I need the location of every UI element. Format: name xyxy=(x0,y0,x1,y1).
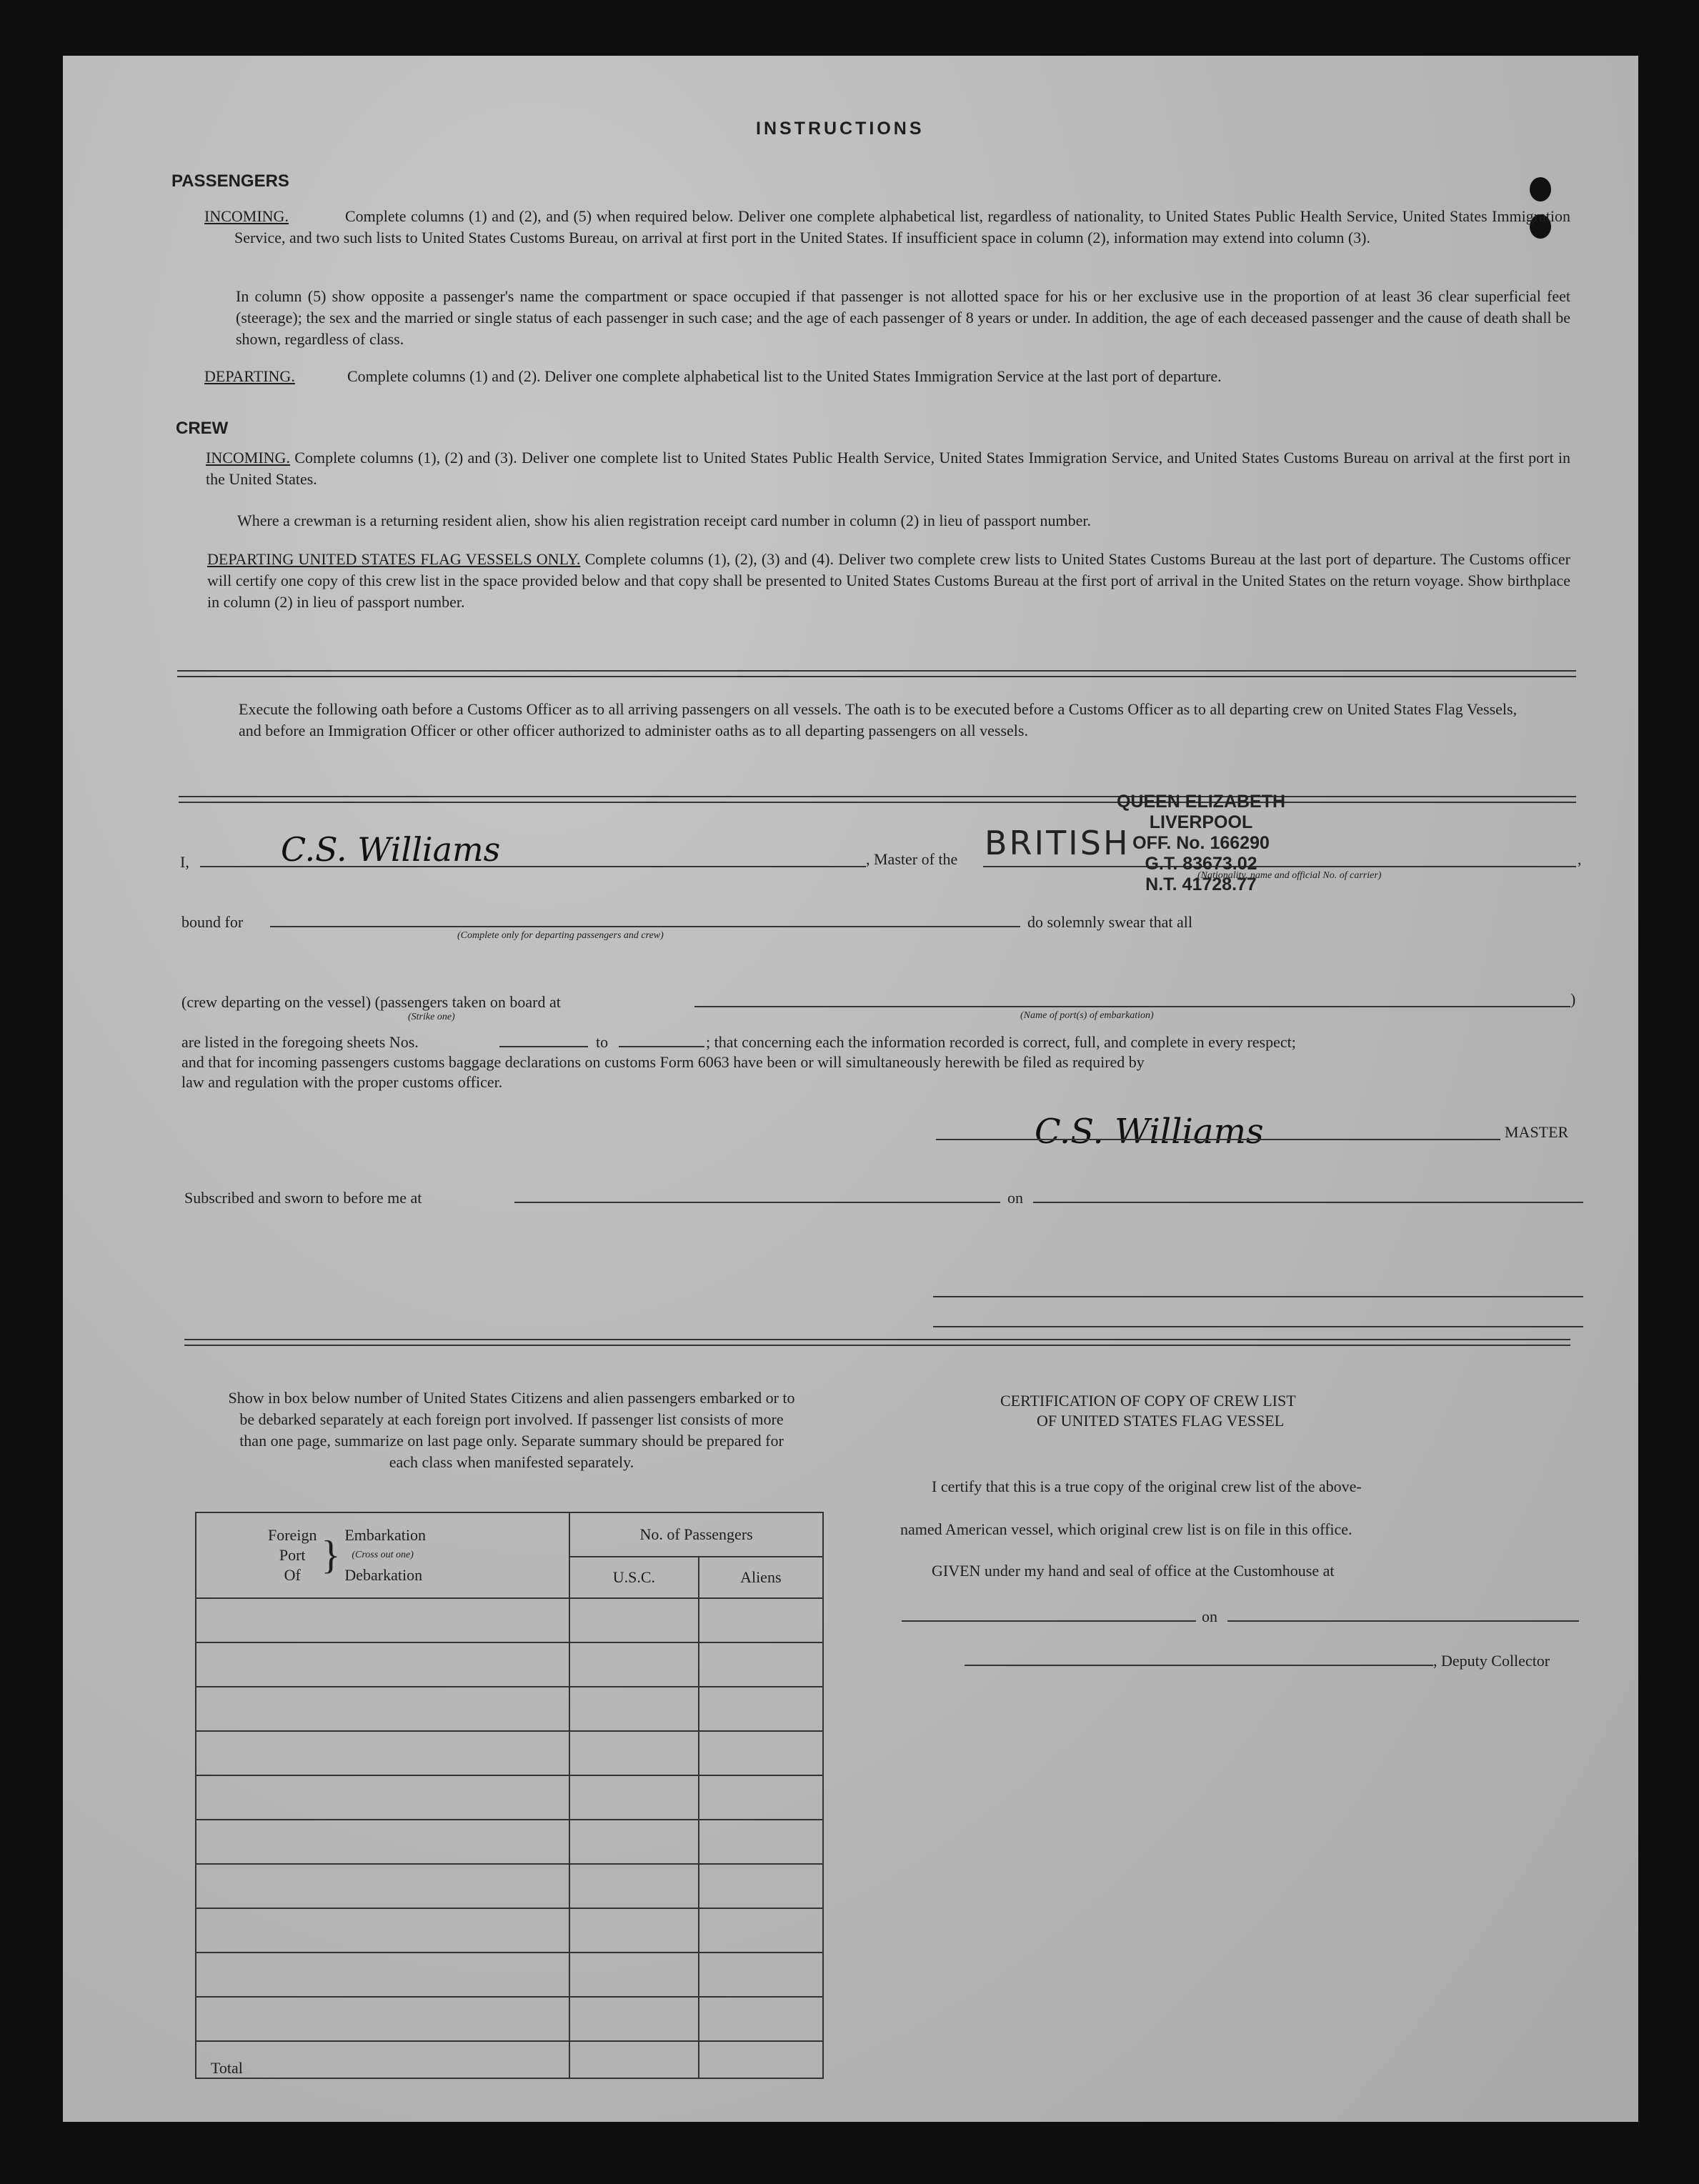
usc-cell[interactable] xyxy=(569,1820,698,1864)
nationality-handwritten: BRITISH xyxy=(985,824,1130,862)
usc-cell[interactable] xyxy=(569,1953,698,1997)
port-cell[interactable] xyxy=(196,1908,569,1953)
complete-only-caption: (Complete only for departing passengers and crew) xyxy=(457,930,664,941)
bound-for-label: bound for xyxy=(181,913,244,931)
officer-line-2 xyxy=(933,1326,1583,1327)
officer-line-1 xyxy=(933,1296,1583,1297)
deputy-collector-label: , Deputy Collector xyxy=(1433,1652,1550,1670)
table-row xyxy=(196,1908,823,1953)
aliens-cell[interactable] xyxy=(699,1997,823,2041)
brace: } xyxy=(321,1533,341,1577)
oath-intro: Execute the following oath before a Customs Officer as to all arriving passengers on all vessels. The oath is to be executed before a Customs Officer as to all departing crew on United States Flag Vessels, and before an Immigration Officer or other officer authorized to administer oaths as to all departing passengers on all vessels. xyxy=(239,700,1518,739)
stamp-line-port: LIVERPOOL xyxy=(1149,812,1253,832)
ports-line xyxy=(694,1006,1570,1007)
aliens-cell[interactable] xyxy=(699,1598,823,1642)
passengers-incoming-text xyxy=(234,206,1570,249)
crew-passengers-text: (crew departing on the vessel) (passengers taken on board at xyxy=(181,993,561,1011)
usc-cell[interactable] xyxy=(569,1908,698,1953)
port-cell[interactable] xyxy=(196,1864,569,1908)
table-row xyxy=(196,1598,823,1642)
stamp-line-net-tonnage: N.T. 41728.77 xyxy=(1145,874,1257,894)
certification-line-3: GIVEN under my hand and seal of office at the Customhouse at xyxy=(932,1562,1335,1580)
divider-3 xyxy=(184,1339,1570,1346)
divider-2 xyxy=(179,796,1576,803)
stamp-line-official-no: OFF. No. 166290 xyxy=(1132,833,1270,853)
signature-line-1 xyxy=(200,866,866,867)
total-aliens-cell[interactable] xyxy=(699,2041,823,2078)
master-signature-1: C.S. Williams xyxy=(281,830,501,869)
total-label-cell xyxy=(196,2041,569,2078)
passengers-column5-text: In column (5) show opposite a passenger's name the compartment or space occupied if that passenger is not allotted space for his or her exclusive use in the proportion of at least 36 clear superficial feet (steerage); the sex and the married or single status of each passenger in such case; and the age of each passenger of 8 years or under. In addition, the age of each deceased passenger and the cause of death shall be shown, regardless of class. xyxy=(236,287,1570,348)
col-foreign: Foreign xyxy=(268,1526,317,1544)
stamp-line-vessel: QUEEN ELIZABETH xyxy=(1116,792,1286,812)
subscribed-on: on xyxy=(1007,1189,1023,1207)
port-header xyxy=(196,1512,569,1598)
divider-1 xyxy=(177,670,1576,677)
table-row xyxy=(196,1775,823,1820)
certification-date-line xyxy=(1227,1620,1579,1622)
aliens-cell[interactable] xyxy=(699,1731,823,1775)
port-cell[interactable] xyxy=(196,1820,569,1864)
oath-i-label: I, xyxy=(180,853,189,871)
col-cross-out-one: (Cross out one) xyxy=(352,1550,414,1560)
port-cell[interactable] xyxy=(196,1997,569,2041)
table-row xyxy=(196,1731,823,1775)
crew-flag-text xyxy=(207,549,1570,613)
crew-flag-body: Complete columns (1), (2), (3) and (4). Deliver two complete crew lists to United States Customs Bureau at the last port of departure. The Customs officer will certify one copy of this crew list in the space provided below and that copy shall be presented to United States Customs Bureau at the first port of arrival in the United States on the return voyage. Show birthplace in column (2) in lieu of passport number. xyxy=(207,550,1570,611)
subscribed-date-line xyxy=(1033,1202,1583,1203)
port-cell[interactable] xyxy=(196,1598,569,1642)
sheets-prefix: are listed in the foregoing sheets Nos. xyxy=(181,1033,419,1051)
table-row xyxy=(196,1997,823,2041)
usc-cell[interactable] xyxy=(569,1598,698,1642)
aliens-cell[interactable] xyxy=(699,1642,823,1687)
certification-line-2: named American vessel, which original crew list is on file in this office. xyxy=(900,1520,1352,1538)
crew-resident-text: Where a crewman is a returning resident alien, show his alien registration receipt card number in column (2) in lieu of passport number. xyxy=(237,512,1091,529)
crew-flag-label: DEPARTING UNITED STATES FLAG VESSELS ONLY. xyxy=(207,550,581,568)
vessel-stamp xyxy=(1097,792,1305,895)
punch-hole-top xyxy=(1530,177,1551,201)
usc-cell[interactable] xyxy=(569,1687,698,1731)
bound-for-line xyxy=(270,926,1020,927)
deputy-collector-line xyxy=(965,1665,1433,1666)
crew-incoming-text xyxy=(206,447,1570,490)
total-label: Total xyxy=(211,2059,243,2077)
ports-caption: (Name of port(s) of embarkation) xyxy=(1020,1010,1154,1021)
master-signature-line xyxy=(936,1139,1500,1140)
passengers-departing-text: Complete columns (1) and (2). Deliver one complete alphabetical list to the United States Immigration Service at the last port of departure. xyxy=(347,367,1222,385)
usc-cell[interactable] xyxy=(569,1997,698,2041)
certification-title-1: CERTIFICATION OF COPY OF CREW LIST xyxy=(1000,1392,1296,1410)
table-row xyxy=(196,1687,823,1731)
instructions-title: INSTRUCTIONS xyxy=(756,119,925,139)
stamp-line-gross-tonnage: G.T. 83673.02 xyxy=(1145,854,1257,874)
total-row xyxy=(196,2041,823,2078)
passengers-incoming-body: Complete columns (1) and (2), and (5) when required below. Deliver one complete alphabetical list, regardless of nationality, to United States Public Health Service, United States Immigration Service, and two such lists to United States Customs Bureau, on arrival at first port in the United States. If insufficient space in column (2), information may extend into column (3). xyxy=(234,207,1570,246)
table-row xyxy=(196,1642,823,1687)
crew-heading: CREW xyxy=(176,419,229,438)
col-debarkation: Debarkation xyxy=(344,1566,423,1584)
certification-line-1: I certify that this is a true copy of the original crew list of the above- xyxy=(932,1477,1362,1495)
crew-incoming-label: INCOMING. xyxy=(206,449,290,467)
crew-incoming-body: Complete columns (1), (2) and (3). Deliver one complete list to United States Public Health Service, United States Immigration Service, and United States Customs Bureau on arrival at the first port in the United States. xyxy=(206,449,1571,488)
certification-on: on xyxy=(1202,1607,1217,1625)
col-no-passengers: No. of Passengers xyxy=(569,1512,823,1557)
summary-instructions: Show in box below number of United States Citizens and alien passengers embarked or to be debarked separately at each foreign port involved. If passenger list consists of more than one page, summarize on last page only. Separate summary should be prepared for each class when manifested separately. xyxy=(228,1389,795,1471)
aliens-cell[interactable] xyxy=(699,1864,823,1908)
aliens-cell[interactable] xyxy=(699,1687,823,1731)
customhouse-line xyxy=(902,1620,1196,1622)
total-usc-cell[interactable] xyxy=(569,2041,698,2078)
aliens-cell[interactable] xyxy=(699,1775,823,1820)
swear-text: do solemnly swear that all xyxy=(1027,913,1192,931)
passengers-heading: PASSENGERS xyxy=(171,171,289,191)
document-page xyxy=(63,56,1638,2122)
port-cell[interactable] xyxy=(196,1775,569,1820)
usc-cell[interactable] xyxy=(569,1775,698,1820)
sheets-to: to xyxy=(596,1033,609,1051)
usc-cell[interactable] xyxy=(569,1731,698,1775)
ports-close-paren: ) xyxy=(1570,990,1576,1008)
nationality-caption: (Nationality, name and official No. of carrier) xyxy=(1197,870,1382,881)
port-cell[interactable] xyxy=(196,1642,569,1687)
oath-line-2: and that for incoming passengers customs baggage declarations on customs Form 6063 have been or will simultaneously herewith be filed as required by xyxy=(181,1053,1145,1071)
sheets-suffix: ; that concerning each the information recorded is correct, full, and complete in every respect; xyxy=(706,1033,1296,1051)
passengers-departing-label: DEPARTING. xyxy=(204,367,295,385)
col-usc: U.S.C. xyxy=(569,1557,698,1598)
master-signature-2: C.S. Williams xyxy=(1035,1112,1264,1152)
subscribed-text: Subscribed and sworn to before me at xyxy=(184,1189,422,1207)
table-row xyxy=(196,1864,823,1908)
aliens-cell[interactable] xyxy=(699,1908,823,1953)
passenger-summary-table xyxy=(195,1512,824,2079)
aliens-cell[interactable] xyxy=(699,1953,823,1997)
col-embarkation: Embarkation xyxy=(344,1526,426,1544)
col-of: Of xyxy=(284,1566,301,1584)
oath-comma: , xyxy=(1578,850,1582,868)
col-aliens: Aliens xyxy=(699,1557,823,1598)
port-cell[interactable] xyxy=(196,1731,569,1775)
certification-title-2: OF UNITED STATES FLAG VESSEL xyxy=(1037,1412,1285,1430)
master-label: MASTER xyxy=(1505,1123,1569,1141)
sheets-to-line xyxy=(619,1046,704,1047)
usc-cell[interactable] xyxy=(569,1864,698,1908)
port-cell[interactable] xyxy=(196,1953,569,1997)
col-port: Port xyxy=(279,1546,306,1564)
port-cell[interactable] xyxy=(196,1687,569,1731)
sheets-from-line xyxy=(499,1046,588,1047)
strike-one-caption: (Strike one) xyxy=(408,1012,455,1022)
usc-cell[interactable] xyxy=(569,1642,698,1687)
subscribed-place-line xyxy=(514,1202,1000,1203)
table-row xyxy=(196,1820,823,1864)
aliens-cell[interactable] xyxy=(699,1820,823,1864)
passengers-incoming-label: INCOMING. xyxy=(204,207,289,225)
table-row xyxy=(196,1953,823,1997)
oath-master-of-the: , Master of the xyxy=(866,850,958,868)
oath-line-3: law and regulation with the proper customs officer. xyxy=(181,1073,503,1091)
